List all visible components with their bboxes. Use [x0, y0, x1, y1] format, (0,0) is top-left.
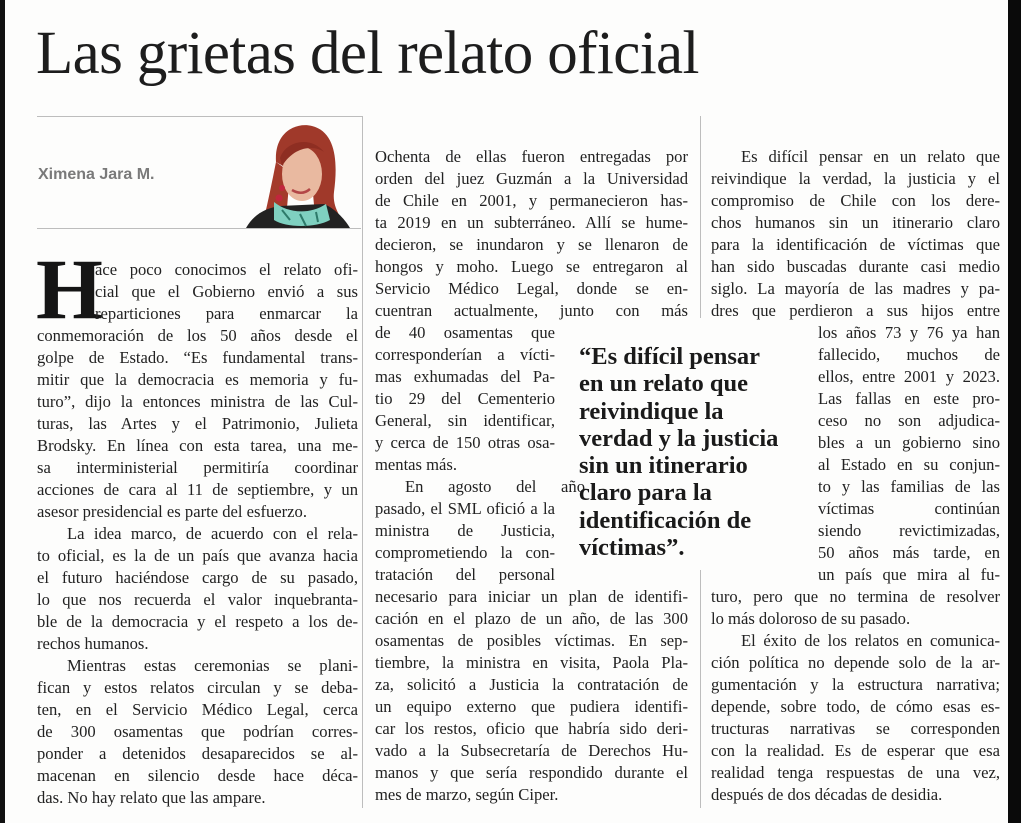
column-1 [37, 259, 358, 809]
header-top-rule [37, 116, 363, 117]
body-text-line: reivindique la verdad, la justicia y el [711, 169, 1000, 188]
body-text-line: fican y estos relatos circulan y se deba- [37, 678, 358, 697]
body-text-line: golpe de Estado. “Es fundamental trans- [37, 348, 358, 367]
body-text-line: víctimas continúan [818, 499, 1000, 518]
body-text-line: realidad tenga respuestas de una vez, [711, 763, 1000, 782]
drop-cap: H [36, 241, 103, 337]
pull-quote-line: “Es difícil pensar [579, 343, 761, 370]
body-text-line: cial que el Gobierno envió a sus [95, 282, 358, 301]
body-text-line: ellos, entre 2001 y 2023. [818, 367, 1000, 386]
body-text-line: El éxito de los relatos en comunica- [741, 631, 1000, 650]
body-text-line: tiembre, la ministra en visita, Paola Pla- [375, 653, 688, 672]
body-text-line: de Chile en 2001, y permanecieron has- [375, 191, 688, 210]
body-text-line: Servicio Médico Legal, donde se en- [375, 279, 688, 298]
body-text-line: tio 29 del Cementerio [375, 389, 555, 408]
pull-quote-line: reivindique la [579, 397, 724, 425]
body-text-line: das. No hay relato que las ampare. [37, 788, 266, 807]
author-byline: Ximena Jara M. [38, 166, 155, 183]
pull-quote-line: verdad y la justicia [579, 424, 779, 452]
column-divider-1 [362, 116, 363, 808]
body-text-line: de 40 osamentas que [375, 323, 555, 342]
body-text-line: ción política no depende solo de la ar- [711, 653, 1000, 672]
body-text-line: ta 2019 en un subterráneo. Allí se hume- [375, 213, 688, 232]
body-text-line: rechos humanos. [37, 634, 149, 653]
body-text-line: turo”, dijo la entonces ministra de las Cul- [37, 392, 358, 411]
body-text-line: cuentran actualmente, junto con más [375, 301, 688, 320]
body-text-line: siglo. La mayoría de las madres y pa- [711, 279, 1000, 298]
body-text-line: Ochenta de ellas fueron entregadas por [375, 147, 688, 166]
body-text-line: siendo revictimizadas, [818, 521, 1000, 540]
body-text-line: sa interministerial permitiría coordinar [37, 458, 358, 477]
body-text-line: to y las familias de las [818, 477, 1000, 496]
body-text-line: orden del juez Guzmán a la Universidad [375, 169, 688, 188]
body-text-line: manos y que sería respondido durante el [375, 763, 688, 782]
body-text-line: acciones de cara al 11 de septiembre, y un [37, 480, 358, 499]
body-text-line: después de dos décadas de desidia. [711, 785, 943, 804]
body-text-line: decieron, se inundaron y se llenaron de [375, 235, 688, 254]
body-text-line: tructuras narrativas se corresponden [711, 719, 1000, 738]
body-text-line: para la identificación de víctimas que [711, 235, 1000, 254]
body-text-line: fallecido, muchos de [818, 345, 1000, 364]
body-text-line: cación en el plazo de un año, de las 300 [375, 609, 688, 628]
body-text-line: to oficial, es la de un país que avanza hacia [37, 546, 358, 565]
body-text-line: vado a la Subsecretaría de Derechos Hu- [375, 741, 688, 760]
body-text-line: za, solicitó a Justicia la contratación de [375, 675, 688, 694]
body-text-line: macenan en silencio desde hace déca- [37, 766, 358, 785]
body-text-line: gumentación y la estructura narrativa; [711, 675, 1000, 694]
pull-quote-line: identificación de [579, 506, 752, 534]
body-text-line: han sido buscadas durante casi medio [711, 257, 1000, 276]
body-text-line: General, sin identificar, [375, 411, 555, 430]
body-text-line: ponder a detenidos desaparecidos se al- [37, 744, 358, 763]
body-text-line: osamentas de posibles víctimas. En sep- [375, 631, 688, 650]
body-text-line: En agosto del año [405, 477, 585, 496]
left-edge-bar [0, 0, 5, 823]
body-text-line: al Estado en su conjun- [818, 455, 1000, 474]
body-text-line: mitir que la democracia es memoria y fu- [37, 370, 358, 389]
right-edge-bar [1008, 0, 1021, 823]
pull-quote [579, 343, 809, 561]
body-text-line: ten, en el Servicio Médico Legal, cerca [37, 700, 358, 719]
body-text-line: car los restos, oficio que habría sido deri- [375, 719, 688, 738]
body-text-line: ministra de Justicia, [375, 521, 555, 540]
pull-quote-line: claro para la [579, 479, 712, 507]
body-text-line: Mientras estas ceremonias se plani- [67, 656, 358, 675]
author-photo [246, 122, 354, 228]
body-text-line: ace poco conocimos el relato ofi- [95, 260, 358, 279]
body-text-line: bles a un gobierno sino [818, 433, 1000, 452]
body-text-line: hongos y moho. Luego se entregaron al [375, 257, 688, 276]
body-text-line: de 300 osamentas que podrían corres- [37, 722, 358, 741]
pull-quote-line: en un relato que [579, 370, 749, 398]
body-text-line: La idea marco, de acuerdo con el rela- [67, 524, 358, 543]
column-divider-2-bottom [700, 570, 701, 808]
article-title: Las grietas del relato oficial [36, 20, 699, 87]
body-text-line: dres que perdieron a sus hijos entre [711, 301, 1000, 320]
body-text-line: un equipo externo que pudiera identifi- [375, 697, 688, 716]
body-text-line: mes de marzo, según Ciper. [375, 785, 559, 804]
body-text-line: conmemoración de los 50 años desde el [37, 326, 358, 345]
body-text-line: Brodsky. En línea con esta tarea, una me- [37, 436, 358, 455]
body-text-line: un país que mira al fu- [818, 565, 1000, 584]
body-text-line: compromiso de Chile con los dere- [711, 191, 1000, 210]
column-divider-2-top [700, 116, 701, 318]
body-text-line: mas exhumadas del Pa- [375, 367, 555, 386]
body-text-line: depende, sobre todo, de cómo esas es- [711, 697, 1000, 716]
body-text-line: con la realidad. Es de esperar que esa [711, 741, 1000, 760]
body-text-line: pasado, el SML ofició a la [375, 499, 555, 518]
body-text-line: Es difícil pensar en un relato que [741, 147, 1000, 166]
body-text-line: Las fallas en este pro- [818, 389, 1000, 408]
body-text-line: 50 años más tarde, en [818, 543, 1000, 562]
body-text-line: chos humanos sin un itinerario claro [711, 213, 1000, 232]
body-text-line: el futuro haciéndose cargo de su pasado, [37, 568, 358, 587]
body-text-line: lo que nos recuerda el valor inquebranta- [37, 590, 358, 609]
body-text-line: los años 73 y 76 ya han [818, 323, 1000, 342]
body-text-line: comprometiendo la con- [375, 543, 555, 562]
body-text-line: mentas más. [375, 455, 458, 474]
body-text-line: lo más doloroso de su pasado. [711, 609, 911, 628]
body-text-line: ble de la democracia y el respeto a los de- [37, 612, 358, 631]
body-text-line: ceso no son adjudica- [818, 411, 1000, 430]
pull-quote-line: víctimas”. [579, 534, 685, 562]
body-text-line: corresponderían a vícti- [375, 345, 555, 364]
header-bottom-rule [37, 228, 361, 229]
body-text-line: asesor presidencial es parte del esfuerzo. [37, 502, 307, 521]
body-text-line: reparticiones para enmarcar la [95, 304, 358, 323]
pull-quote-line: sin un itinerario [579, 452, 748, 480]
body-text-line: necesario para iniciar un plan de identifi- [375, 587, 688, 606]
body-text-line: y cerca de 150 otras osa- [375, 433, 555, 452]
body-text-line: turas, las Artes y el Patrimonio, Julieta [37, 414, 358, 433]
body-text-line: tratación del personal [375, 565, 555, 584]
body-text-line: turo, pero que no termina de resolver [711, 587, 1000, 606]
